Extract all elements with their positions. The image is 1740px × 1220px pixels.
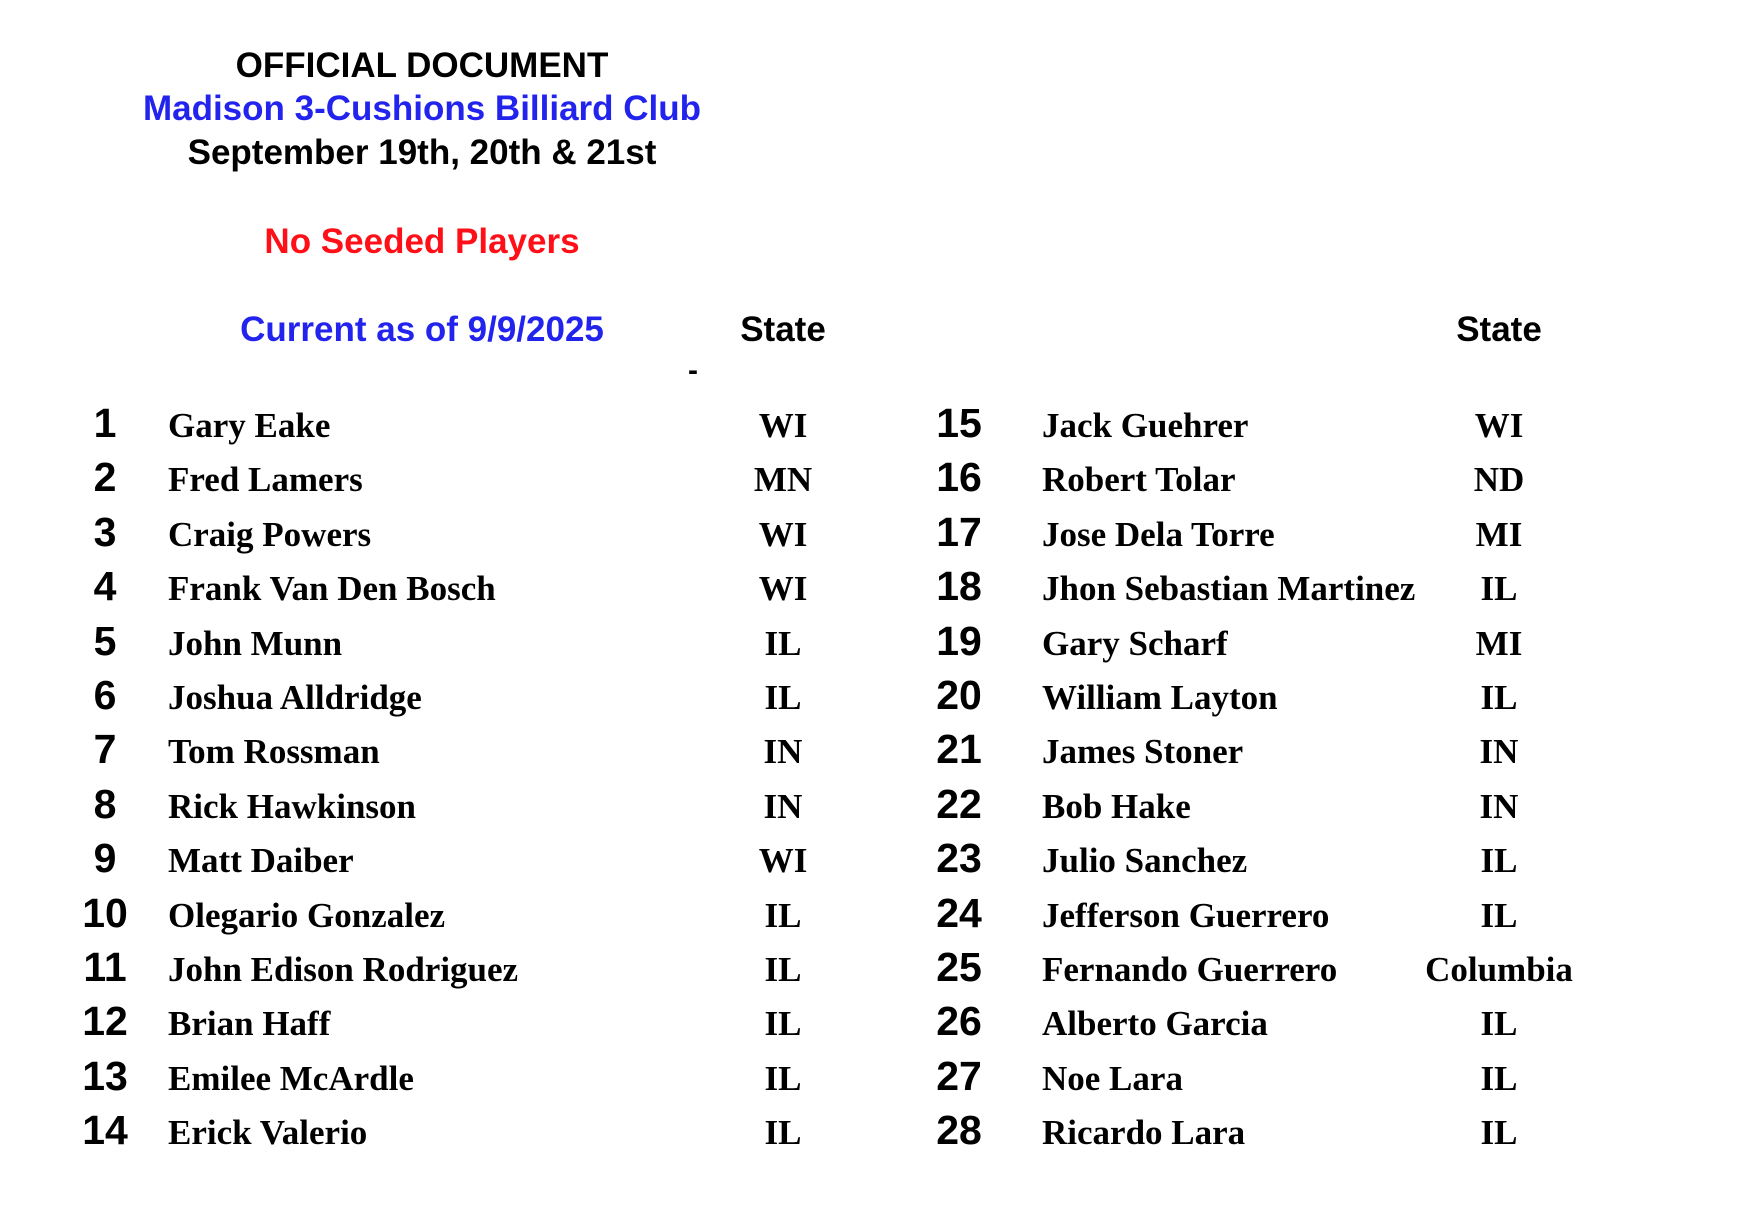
player-row <box>0 724 860 778</box>
state-column-header-right: State <box>1456 310 1542 349</box>
player-number: 6 <box>93 671 117 718</box>
player-name: Fred Lamers <box>168 460 363 500</box>
player-name: Jefferson Guerrero <box>1042 895 1330 935</box>
player-name: James Stoner <box>1042 732 1244 772</box>
player-state: MI <box>1475 623 1523 663</box>
player-state: IL <box>1480 677 1518 717</box>
player-name: Jack Guehrer <box>1042 406 1249 445</box>
player-number: 2 <box>93 454 117 501</box>
player-number: 15 <box>936 400 982 446</box>
player-state: IL <box>1480 895 1518 935</box>
player-number: 24 <box>936 889 982 936</box>
state-column-header-left: State <box>740 310 826 349</box>
player-name: Rick Hawkinson <box>168 786 416 826</box>
player-row <box>0 398 860 452</box>
player-row <box>870 1051 1730 1105</box>
player-number: 28 <box>936 1107 982 1154</box>
player-name: Jose Dela Torre <box>1042 514 1275 554</box>
player-row <box>870 1105 1730 1159</box>
player-row <box>870 561 1730 615</box>
player-name: Craig Powers <box>168 514 372 554</box>
player-number: 3 <box>93 508 117 555</box>
player-name: Brian Haff <box>168 1004 331 1044</box>
player-row <box>870 724 1730 778</box>
player-state: IL <box>764 1058 802 1098</box>
player-number: 1 <box>93 400 117 446</box>
player-number: 27 <box>936 1052 982 1099</box>
player-name: Erick Valerio <box>168 1113 368 1153</box>
player-number: 19 <box>936 617 982 664</box>
player-row <box>870 888 1730 942</box>
player-number: 12 <box>82 998 128 1045</box>
player-row <box>870 942 1730 996</box>
player-name: Matt Daiber <box>168 841 354 881</box>
player-state: IL <box>1480 841 1518 881</box>
player-row <box>870 833 1730 887</box>
player-row <box>870 996 1730 1050</box>
player-number: 16 <box>936 454 982 501</box>
player-name: William Layton <box>1042 677 1278 717</box>
player-state: WI <box>758 841 808 881</box>
player-state: IN <box>763 786 803 826</box>
player-row <box>0 616 860 670</box>
player-number: 21 <box>936 726 982 773</box>
player-row <box>0 888 860 942</box>
player-state: WI <box>758 514 808 554</box>
player-number: 9 <box>93 835 117 882</box>
player-name: Gary Eake <box>168 406 331 445</box>
player-name: Frank Van Den Bosch <box>168 569 496 609</box>
player-name: Alberto Garcia <box>1042 1004 1268 1044</box>
player-state: WI <box>758 569 808 609</box>
player-row <box>870 398 1730 452</box>
player-row <box>870 670 1730 724</box>
player-row <box>870 452 1730 506</box>
player-state: IN <box>1479 732 1519 772</box>
player-state: MI <box>1475 514 1523 554</box>
player-row <box>870 616 1730 670</box>
player-number: 17 <box>936 508 982 555</box>
player-number: 26 <box>936 998 982 1045</box>
player-state: IL <box>764 1113 802 1153</box>
player-number: 4 <box>93 563 117 610</box>
player-row <box>0 833 860 887</box>
player-name: Tom Rossman <box>168 732 380 772</box>
player-row <box>870 507 1730 561</box>
dash-mark: - <box>688 354 698 387</box>
player-number: 13 <box>82 1052 128 1099</box>
player-state: MN <box>753 460 813 500</box>
player-state: IL <box>764 949 802 989</box>
player-row <box>0 779 860 833</box>
player-state: IL <box>1480 1058 1518 1098</box>
player-state: IL <box>764 623 802 663</box>
player-state: IL <box>764 1004 802 1044</box>
player-list-left <box>0 398 860 1159</box>
player-row <box>0 942 860 996</box>
player-row <box>0 561 860 615</box>
player-name: Joshua Alldridge <box>168 677 422 717</box>
event-dates: September 19th, 20th & 21st <box>187 133 657 172</box>
player-state: Columbia <box>1425 949 1573 989</box>
document-title: OFFICIAL DOCUMENT <box>235 46 609 85</box>
club-name: Madison 3-Cushions Billiard Club <box>142 89 702 128</box>
current-as-of-date: Current as of 9/9/2025 <box>240 310 604 349</box>
player-row <box>0 507 860 561</box>
player-row <box>0 1105 860 1159</box>
player-name: Bob Hake <box>1042 786 1191 826</box>
player-number: 25 <box>936 943 982 990</box>
player-list-right <box>870 398 1730 1159</box>
player-name: Gary Scharf <box>1042 623 1228 663</box>
player-name: Noe Lara <box>1042 1058 1183 1098</box>
player-name: Julio Sanchez <box>1042 841 1248 881</box>
player-row <box>0 996 860 1050</box>
player-state: IL <box>764 895 802 935</box>
player-number: 22 <box>936 780 982 827</box>
player-name: John Munn <box>168 623 343 663</box>
player-state: WI <box>1474 406 1524 445</box>
player-number: 11 <box>83 943 127 990</box>
player-number: 14 <box>82 1107 128 1154</box>
player-number: 7 <box>93 726 117 773</box>
player-state: IL <box>1480 1113 1518 1153</box>
player-state: IN <box>1479 786 1519 826</box>
player-name: Robert Tolar <box>1042 460 1236 500</box>
player-name: Ricardo Lara <box>1042 1113 1246 1153</box>
player-row <box>0 670 860 724</box>
player-state: IL <box>1480 569 1518 609</box>
player-state: IL <box>764 677 802 717</box>
player-row <box>0 452 860 506</box>
seeded-players-note: No Seeded Players <box>264 222 580 261</box>
player-name: Jhon Sebastian Martinez <box>1042 569 1416 609</box>
player-state: ND <box>1473 460 1525 500</box>
player-name: John Edison Rodriguez <box>168 949 519 989</box>
player-number: 18 <box>936 563 982 610</box>
player-state: IL <box>1480 1004 1518 1044</box>
player-row <box>870 779 1730 833</box>
player-name: Emilee McArdle <box>168 1058 414 1098</box>
player-number: 8 <box>93 780 117 827</box>
player-row <box>0 1051 860 1105</box>
player-state: WI <box>758 406 808 445</box>
player-number: 20 <box>936 671 982 718</box>
player-number: 23 <box>936 835 982 882</box>
player-number: 5 <box>93 617 117 664</box>
player-name: Fernando Guerrero <box>1042 949 1338 989</box>
player-state: IN <box>763 732 803 772</box>
player-number: 10 <box>82 889 128 936</box>
player-name: Olegario Gonzalez <box>168 895 446 935</box>
